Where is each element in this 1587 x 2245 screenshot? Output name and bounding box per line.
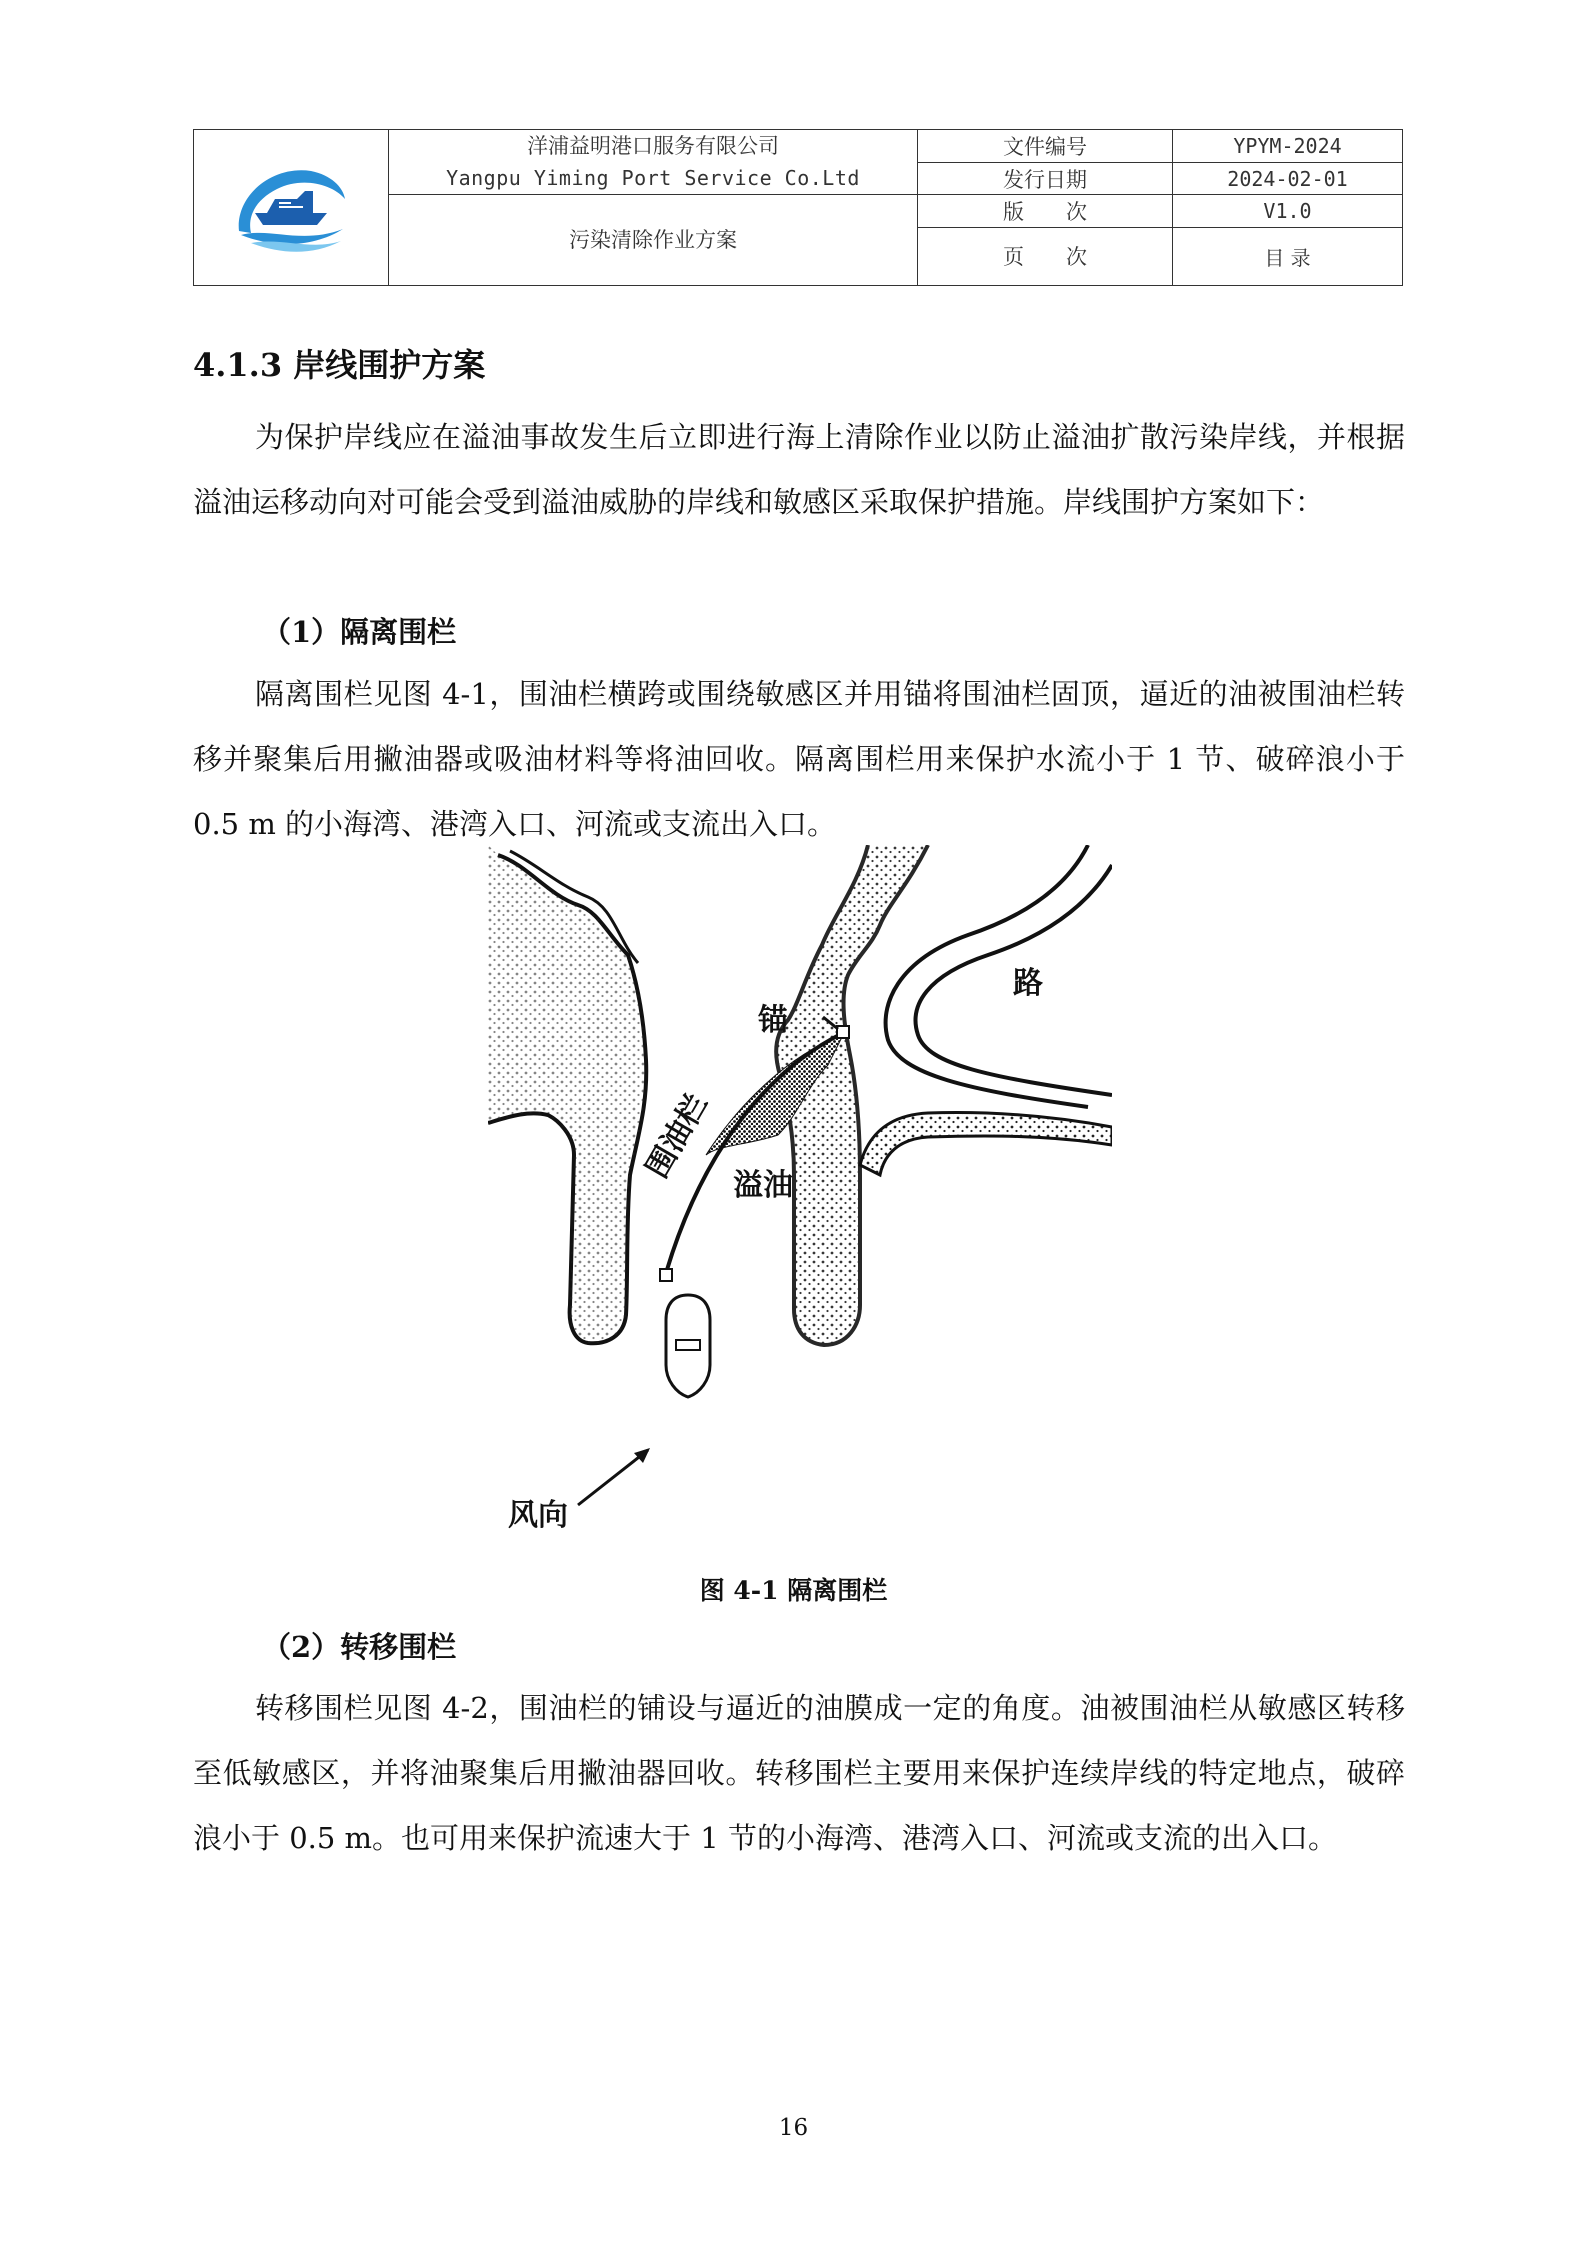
logo-cell	[194, 130, 389, 286]
wind-arrow	[578, 1450, 648, 1505]
header-value-version: V1.0	[1173, 195, 1403, 227]
item1-title: （1）隔离围栏	[262, 615, 457, 649]
ship-logo-icon	[231, 157, 351, 253]
header-key-issue-date: 发行日期	[918, 162, 1173, 195]
company-name-cn: 洋浦益明港口服务有限公司	[527, 134, 779, 159]
header-key-page: 页 次	[918, 227, 1173, 285]
item1-paragraph: 隔离围栏见图 4-1，围油栏横跨或围绕敏感区并用锚将围油栏固顶，逼近的油被围油栏转移并聚集后用撇油器或吸油材料等将油回收。隔离围栏用来保护水流小于 1 节、破碎浪小于 0.5 m 的小海湾、港湾入口、河流或支流出入口。	[193, 677, 1405, 841]
header-key-version: 版 次	[918, 195, 1173, 227]
label-wind-direction: 风向	[508, 1498, 568, 1533]
header-key-doc-no: 文件编号	[918, 130, 1173, 163]
header-value-issue-date: 2024-02-01	[1173, 162, 1403, 195]
company-name-cell	[389, 130, 918, 195]
item2-title: （2）转移围栏	[262, 1630, 457, 1664]
left-shore-fill	[488, 845, 646, 1343]
label-oil-slick: 溢油	[733, 1168, 793, 1203]
item2-paragraph: 转移围栏见图 4-2，围油栏的铺设与逼近的油膜成一定的角度。油被围油栏从敏感区转移至低敏感区，并将油聚集后用撇油器回收。转移围栏主要用来保护连续岸线的特定地点，破碎浪小于 0.5 m。也可用来保护流速大于 1 节的小海湾、港湾入口、河流或支流的出入口。	[193, 1691, 1405, 1855]
label-anchor: 锚	[758, 1003, 788, 1038]
header-value-page: 目 录	[1173, 227, 1403, 285]
intro-paragraph: 为保护岸线应在溢油事故发生后立即进行海上清除作业以防止溢油扩散污染岸线，并根据溢油运移动向对可能会受到溢油威胁的岸线和敏感区采取保护措施。岸线围护方案如下：	[193, 420, 1405, 519]
label-boom: 围油栏	[639, 1088, 715, 1184]
section-heading: 4.1.3 岸线围护方案	[193, 346, 486, 384]
isolation-boom-diagram	[488, 845, 1112, 1545]
header-value-doc-no: YPYM-2024	[1173, 130, 1403, 163]
figure-caption: 图 4-1 隔离围栏	[699, 1576, 888, 1605]
page-number: 16	[778, 2115, 809, 2141]
doc-title-cell: 污染清除作业方案	[389, 195, 918, 286]
figure-isolation-boom	[488, 845, 1112, 1545]
document-header-table	[193, 129, 1403, 286]
boat-anchor-marker	[660, 1269, 672, 1281]
company-name-en: Yangpu Yiming Port Service Co.Ltd	[446, 166, 860, 191]
label-road: 路	[1013, 966, 1043, 1001]
